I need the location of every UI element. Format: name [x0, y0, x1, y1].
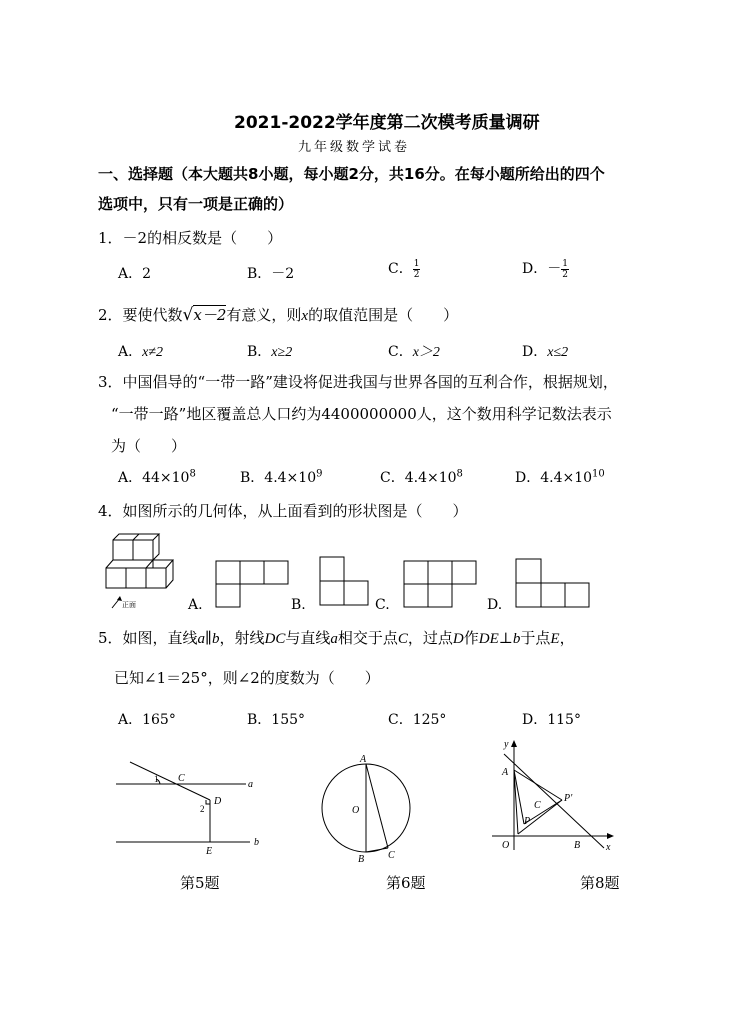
q5-text-f: 作 — [463, 629, 479, 647]
q5-var-b1: b — [211, 631, 220, 647]
q2-option-d-label: D． — [522, 344, 548, 360]
fig6-label-a: A — [360, 754, 367, 765]
section-heading-line1: 一、选择题（本大题共8小题，每小题2分，共16分。在每小题所给出的四个 — [98, 165, 605, 183]
q3-option-c-exp: 8 — [456, 468, 463, 480]
q5-parallel: ∥ — [205, 629, 212, 647]
q2-option-c-body: x＞2 — [412, 345, 440, 360]
q3-option-a-base: A．44×10 — [118, 470, 190, 486]
q5-var-d: D — [452, 631, 464, 647]
q1-option-c-fraction — [413, 259, 421, 280]
fig5-label-c: C — [178, 773, 185, 784]
q3-option-d-exp: 10 — [592, 468, 605, 480]
fig8-label-c: C — [534, 800, 541, 811]
q5-var-b2: b — [512, 631, 521, 647]
figure-5-caption: 第5题 — [180, 874, 220, 892]
q5-var-a2: a — [330, 631, 338, 647]
q5-var-dc: DC — [264, 631, 286, 647]
q5-var-c: C — [397, 631, 408, 647]
fig6-label-b: B — [358, 854, 365, 864]
q3-line1: 3．中国倡导的“一带一路”建设将促进我国与世界各国的互利合作，根据规划， — [98, 373, 618, 391]
figure-8-caption: 第8题 — [580, 874, 620, 892]
q3-option-b — [240, 467, 322, 487]
fig5-label-a: a — [248, 779, 253, 790]
q5-option-b: B．155° — [247, 712, 306, 728]
q4-option-c-shape — [402, 559, 478, 609]
q5-option-c: C．125° — [388, 712, 447, 728]
q3-line2: “一带一路”地区覆盖总人口约为4400000000人，这个数用科学记数法表示 — [111, 405, 612, 423]
q2-option-d — [522, 341, 568, 361]
q1-option-c-den: 2 — [413, 269, 420, 280]
q2-stem-c: 的取值范围是（ ） — [308, 306, 459, 324]
q1-option-c-label: C． — [388, 261, 413, 277]
q3-option-a — [118, 467, 196, 487]
q5-line1 — [98, 627, 575, 648]
q5-var-de: DE — [478, 631, 499, 647]
q5-text-g: 于点 — [520, 629, 551, 647]
q1-option-d-den: 2 — [562, 269, 568, 280]
q1-option-c-num: 1 — [413, 258, 420, 269]
fig8-label-p: P — [524, 816, 531, 827]
figure-6-caption: 第6题 — [386, 874, 426, 892]
q5-var-a1: a — [197, 631, 206, 647]
page-title: 2021-2022学年度第二次模考质量调研 — [234, 113, 540, 133]
q4-option-c-label-visible: C. — [375, 597, 390, 613]
fig8-label-o: O — [502, 840, 510, 851]
q1-option-a: A．2 — [118, 266, 152, 282]
q4-option-d-label: D. — [487, 597, 503, 613]
fig5-label-1: 1 — [154, 774, 159, 784]
q2-option-a-label: A． — [118, 344, 143, 360]
q2-radicand: x－2 — [193, 306, 227, 324]
page-subtitle: 九年级数学试卷 — [298, 140, 411, 155]
q1-option-d — [522, 258, 569, 280]
q4-option-a-shape — [214, 559, 290, 609]
q5-text-h: ， — [559, 629, 575, 647]
figure-8 — [490, 738, 620, 858]
q4-solid-figure — [98, 528, 188, 614]
q3-option-b-exp: 9 — [316, 468, 323, 480]
q5-text-a: 5．如图，直线 — [98, 629, 198, 647]
q3-option-d — [515, 467, 605, 487]
q1-option-b: B．－2 — [247, 266, 295, 282]
fig5-label-e: E — [206, 846, 213, 857]
q3-option-c-base: C．4.4×10 — [380, 470, 457, 486]
q2-option-a-body: x≠2 — [142, 345, 164, 360]
q3-option-a-exp: 8 — [189, 468, 196, 480]
q5-text-d: 相交于点 — [337, 629, 398, 647]
q5-option-a: A．165° — [118, 712, 176, 728]
figure-5 — [110, 752, 270, 860]
q5-option-d: D．115° — [522, 712, 581, 728]
q5-var-e: E — [550, 631, 560, 647]
q2-var: x — [301, 308, 309, 324]
q2-option-a — [118, 341, 163, 361]
fig5-label-d: D — [214, 796, 222, 807]
q2-option-b-body: x≥2 — [271, 345, 293, 360]
sqrt-sign: √ — [182, 305, 194, 325]
q4-option-a-label: A. — [188, 597, 203, 613]
q3-option-b-base: B．4.4×10 — [240, 470, 317, 486]
q1-stem: 1．－2的相反数是（ ） — [98, 229, 283, 247]
q2-option-d-body: x≤2 — [547, 345, 569, 360]
fig8-label-y: y — [504, 739, 509, 750]
q4-option-b-shape — [318, 555, 372, 609]
q4-stem: 4．如图所示的几何体，从上面看到的形状图是（ ） — [98, 502, 468, 520]
q1-option-c — [388, 258, 420, 280]
q2-stem-a: 2．要使代数 — [98, 306, 183, 324]
fig8-label-b: B — [574, 840, 581, 851]
figure-6 — [312, 752, 422, 864]
q1-option-d-num: 1 — [562, 258, 568, 269]
q1-option-d-fraction — [561, 259, 569, 280]
q3-line3: 为（ ） — [111, 437, 187, 455]
q2-option-c — [388, 341, 440, 361]
fig5-label-b: b — [254, 837, 259, 848]
q3-option-d-base: D．4.4×10 — [515, 470, 593, 486]
q5-text-c: 与直线 — [285, 629, 331, 647]
q2-option-b-label: B． — [247, 344, 272, 360]
q2-stem-b: 有意义，则 — [226, 306, 302, 324]
q3-option-c — [380, 467, 463, 487]
fig6-label-c: C — [388, 850, 395, 861]
q5-text-e: ，过点 — [407, 629, 453, 647]
fig6-label-o: O — [352, 805, 360, 816]
q4-option-d-shape — [514, 557, 592, 609]
q4-option-b-label: B. — [291, 597, 306, 613]
q2-option-c-label: C． — [388, 344, 413, 360]
q2-option-b — [247, 341, 292, 361]
section-heading-line2: 选项中，只有一项是正确的） — [98, 195, 294, 213]
q5-line2: 已知∠1＝25°，则∠2的度数为（ ） — [114, 669, 380, 687]
fig8-label-p-prime: P' — [564, 793, 573, 804]
q1-option-d-label: D．－ — [522, 261, 562, 277]
q2-stem — [98, 304, 458, 325]
fig8-label-x: x — [606, 842, 611, 853]
q4-front-label: 正面 — [122, 601, 136, 609]
fig5-label-2: 2 — [200, 804, 205, 814]
q5-perp: ⊥ — [498, 629, 513, 647]
fig8-label-a: A — [502, 767, 509, 778]
q5-text-b: ，射线 — [219, 629, 265, 647]
